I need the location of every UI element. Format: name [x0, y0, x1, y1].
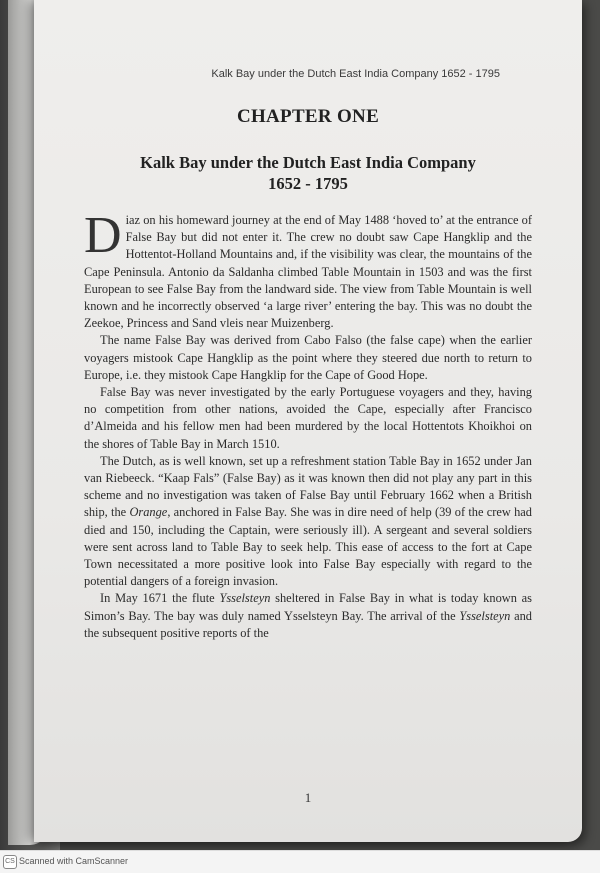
chapter-title-line-2: 1652 - 1795	[268, 174, 348, 193]
paragraph-2: The name False Bay was derived from Cabo Falso (the false cape) when the earlier voyagers mistook Cape Hangklip as the point where they steered due north to return to Europe, i.e. they mistook Cape Hangklip for the Cape of Good Hope.	[84, 333, 532, 382]
paragraph-3: False Bay was never investigated by the early Portuguese voyagers and they, having no competition from other nations, avoided the Cape, especially after Francisco d’Almeida and his fellow men had been murdered by the local Hottentots Khoikhoi on the shores of Table Bay in March 1510.	[84, 385, 532, 451]
drop-cap: D	[84, 207, 122, 264]
camscanner-logo-icon: CS	[3, 855, 17, 869]
paragraph-4	[84, 453, 532, 591]
ship-name-ysselsteyn: Ysselsteyn	[219, 591, 271, 606]
book-page	[34, 0, 582, 842]
paragraph-1-text: iaz on his homeward journey at the end of May 1488 ‘hoved to’ at the entrance of False Bay but did not enter it. The crew no doubt saw Cape Hangklip and the Hottentot-Holland Mountains and, if the visibility was clear, the mountains of the Cape Peninsula. Antonio da Saldanha climbed Table Mountain in 1503 and was the first European to see False Bay from the landward side. The view from Table Mountain is well known and he incorrectly observed ‘a large river’ entering the bay. This was no doubt the Zeekoe, Princess and Sand vleis near Muizenberg.	[84, 213, 532, 331]
body-text	[84, 207, 532, 642]
chapter-heading: CHAPTER ONE	[236, 106, 380, 127]
paragraph-5-text-a: In May 1671 the flute	[100, 591, 220, 606]
paragraph-5-text-b: sheltered in False Bay in what is today known as Simon’s Bay. The bay was duly named Ysselsteyn Bay. The arrival of the	[84, 591, 532, 623]
paragraph-5-text-c: and the subsequent positive reports of the	[84, 608, 532, 640]
chapter-title	[74, 152, 542, 194]
paragraph-1	[84, 207, 532, 332]
running-head: Kalk Bay under the Dutch East India Company 1652 - 1795	[211, 68, 500, 80]
paragraph-4-text-b: , anchored in False Bay. She was in dire need of help (39 of the crew had died and 150, including the Captain, were seriously ill). A sergeant and several soldiers were sent across land to Table Bay to seek help. This ease of access to the fort at Cape Town necessitated a more positive look into False Bay especially with regard to the potential dangers of a foreign invasion.	[84, 505, 532, 589]
page-number: 1	[304, 790, 312, 805]
paragraph-4-text-a: The Dutch, as is well known, set up a refreshment station Table Bay in 1652 under Jan van Riebeeck. “Kaap Fals” (False Bay) as it was known then did not play any part in this scheme and no investigation was taken of False Bay until February 1662 when a British ship, the	[84, 453, 532, 520]
scanner-footer	[0, 850, 600, 873]
paragraph-5	[84, 590, 532, 642]
scanner-footer-text: Scanned with CamScanner	[19, 856, 129, 866]
ship-name-orange: Orange	[129, 505, 168, 520]
ship-name-ysselsteyn-2: Ysselsteyn	[459, 608, 511, 623]
chapter-title-line-1: Kalk Bay under the Dutch East India Company	[140, 153, 476, 172]
